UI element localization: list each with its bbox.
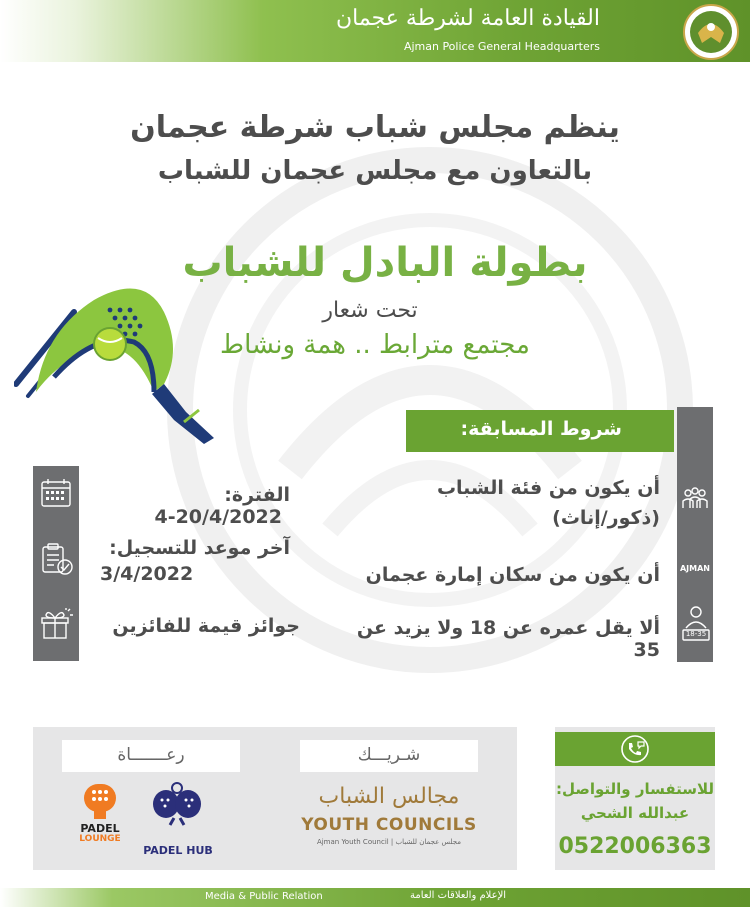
footer-english: Media & Public Relation	[205, 891, 323, 902]
registration-clipboard-icon	[40, 542, 74, 576]
period-row	[100, 484, 290, 528]
padel-hub-name: PADEL HUB	[143, 844, 213, 857]
contact-name: عبدالله الشحي	[580, 804, 690, 822]
age-badge: 18-35	[685, 630, 707, 638]
condition-youth: أن يكون من فئة الشباب	[436, 477, 660, 499]
police-seal-icon	[682, 3, 740, 61]
partner-label: شـريـــك	[300, 740, 478, 772]
youth-councils-subtitle: Ajman Youth Council | مجلس عجمان للشباب	[316, 838, 462, 846]
youth-councils-english: YOUTH COUNCILS	[301, 815, 477, 835]
header-bar	[0, 0, 750, 62]
gift-prize-icon	[40, 607, 74, 641]
padel-racket-icon	[14, 272, 224, 444]
phone-chat-icon	[620, 734, 650, 764]
condition-residence: أن يكون من سكان إمارة عجمان	[365, 564, 660, 586]
intro-line-1: ينظم مجلس شباب شرطة عجمان	[130, 110, 620, 145]
condition-gender: (ذكور/إناث)	[552, 507, 660, 529]
padel-lounge-logo-icon	[82, 782, 118, 820]
footer-arabic: الإعلام والعلاقات العامة	[410, 890, 507, 901]
intro-line-2: بالتعاون مع مجلس عجمان للشباب	[157, 156, 593, 186]
contact-phone[interactable]: 0522006363	[558, 834, 712, 859]
group-people-icon	[680, 484, 710, 514]
footer-bar	[0, 888, 750, 907]
prizes-text: جوائز قيمة للفائزين	[112, 615, 300, 637]
org-name-english: Ajman Police General Headquarters	[403, 40, 600, 53]
padel-hub-logo-icon	[146, 782, 208, 826]
event-slogan: مجتمع مترابط .. همة ونشاط	[220, 330, 530, 360]
conditions-heading: شروط المسابقة:	[406, 410, 674, 452]
under-slogan-label: تحت شعار	[322, 298, 418, 323]
deadline-value: 3/4/2022	[100, 563, 194, 585]
event-title: بطولة البادل للشباب	[182, 240, 588, 286]
sponsors-label: رعـــــــاة	[62, 740, 240, 772]
ajman-badge: AJMAN	[679, 564, 710, 573]
period-label: الفترة:	[224, 484, 290, 506]
contact-label: للاستفسار والتواصل:	[555, 780, 715, 798]
youth-councils-arabic: مجالس الشباب	[318, 784, 460, 809]
period-value: 4-20/4/2022	[154, 506, 282, 528]
padel-lounge-name-2: LOUNGE	[79, 834, 121, 844]
org-name-arabic: القيادة العامة لشرطة عجمان	[336, 6, 600, 31]
padel-lounge-name: PADEL	[80, 822, 120, 835]
deadline-label: آخر موعد للتسجيل:	[109, 537, 290, 559]
condition-age: ألا يقل عمره عن 18 ولا يزيد عن 35	[356, 617, 660, 661]
calendar-icon	[40, 478, 72, 508]
